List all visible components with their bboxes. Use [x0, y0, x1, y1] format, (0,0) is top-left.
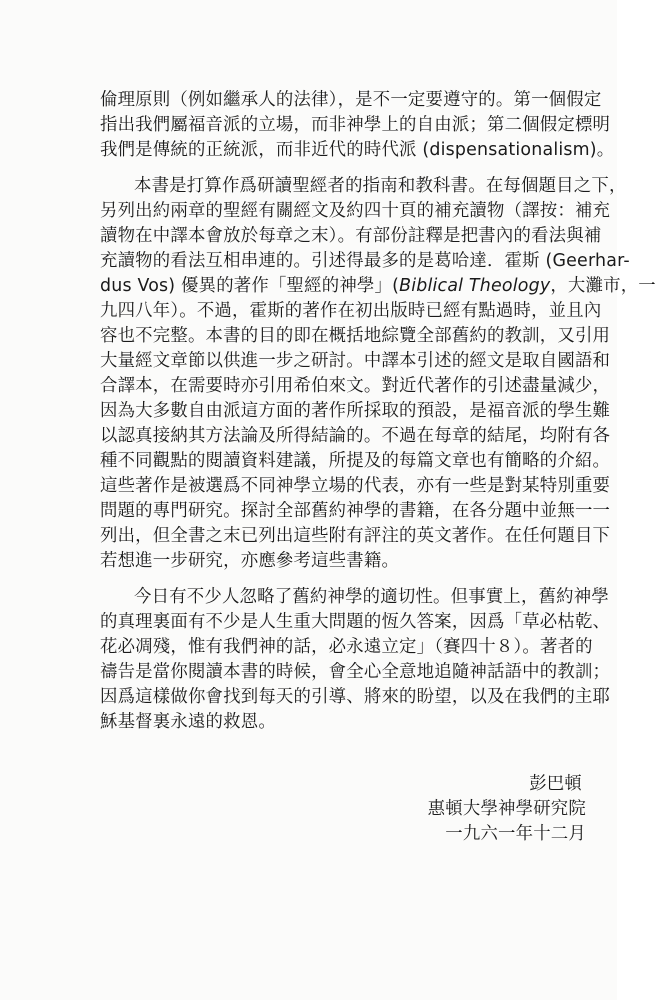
text-line: 容也不完整。本書的目的即在概括地綜覽全部舊約的教訓，又引用 — [100, 326, 611, 346]
text-fragment: ，大灘市，一 — [550, 276, 656, 296]
signature-spacer — [100, 735, 586, 772]
text-line: 問題的專門研究。探討全部舊約神學的書籍，在各分題中並無一一 — [100, 501, 611, 521]
text-line: 九四八年）。不過，霍斯的著作在初出版時已經有點過時，並且內 — [100, 301, 602, 321]
text-line: 列出，但全書之末已列出這些附有評注的英文著作。在任何題目下 — [100, 526, 611, 546]
paragraph-spacer — [100, 163, 586, 174]
text-line: 我們是傳統的正統派，而非近代的時代派 (dispensationalism)。 — [100, 140, 615, 160]
text-line: 花必凋殘，惟有我們神的話，必永遠立定」（賽四十８）。著者的 — [100, 637, 593, 657]
text-line: 大量經文章節以供進一步之研討。中譯本引述的經文是取自國語和 — [100, 351, 611, 371]
text-line: 禱告是當你閱讀本書的時候，會全心全意地追隨神話語中的教訓； — [100, 662, 611, 682]
text-line-with-italic-title — [100, 274, 656, 299]
paragraph-2 — [100, 174, 656, 574]
paragraph-spacer — [100, 574, 586, 585]
text-line: 因為大多數自由派這方面的著作所採取的預設，是福音派的學生難 — [100, 401, 611, 421]
page-body-text — [100, 88, 656, 847]
text-line: 若想進一步研究，亦應參考這些書籍。 — [100, 551, 400, 571]
text-fragment: dus Vos) 優異的著作「聖經的神學」( — [100, 276, 400, 296]
text-line: 另列出約兩章的聖經有關經文及約四十頁的補充讀物（譯按：補充 — [100, 201, 611, 221]
signature-date: 一九六一年十二月 — [445, 824, 586, 844]
text-line: 合譯本，在需要時亦引用希伯來文。對近代著作的引述盡量減少， — [100, 376, 611, 396]
text-line: 因爲這樣做你會找到每天的引導、將來的盼望，以及在我們的主耶 — [100, 687, 611, 707]
text-line: 本書是打算作爲研讀聖經者的指南和教科書。在每個題目之下， — [134, 176, 627, 196]
signature-block — [100, 772, 586, 847]
text-line: 穌基督裏永遠的救恩。 — [100, 712, 276, 732]
text-line: 以認真接納其方法論及所得結論的。不過在每章的結尾，均附有各 — [100, 426, 611, 446]
author-institution: 惠頓大學神學研究院 — [427, 799, 586, 819]
text-line: 今日有不少人忽略了舊約神學的適切性。但事實上，舊約神學 — [134, 587, 609, 607]
text-line: 指出我們屬福音派的立場，而非神學上的自由派；第二個假定標明 — [100, 115, 611, 135]
paragraph-3 — [100, 585, 611, 735]
text-line: 讀物在中譯本會放於每章之末）。有部份註釋是把書內的看法與補 — [100, 226, 602, 246]
text-line: 這些著作是被選爲不同神學立場的代表，亦有一些是對某特別重要 — [100, 476, 611, 496]
paragraph-1 — [100, 88, 615, 163]
author-name: 彭巴頓 — [529, 774, 582, 794]
book-title-italic: Biblical Theology — [399, 276, 551, 296]
text-line: 的真理裏面有不少是人生重大問題的恆久答案，因爲「草必枯乾、 — [100, 612, 611, 632]
text-line: 種不同觀點的閱讀資料建議，所提及的每篇文章也有簡略的介紹。 — [100, 451, 611, 471]
text-line: 充讀物的看法互相串連的。引述得最多的是葛哈達．霍斯 (Geerhar- — [100, 251, 630, 271]
text-line: 倫理原則（例如繼承人的法律），是不一定要遵守的。第一個假定 — [100, 90, 602, 110]
